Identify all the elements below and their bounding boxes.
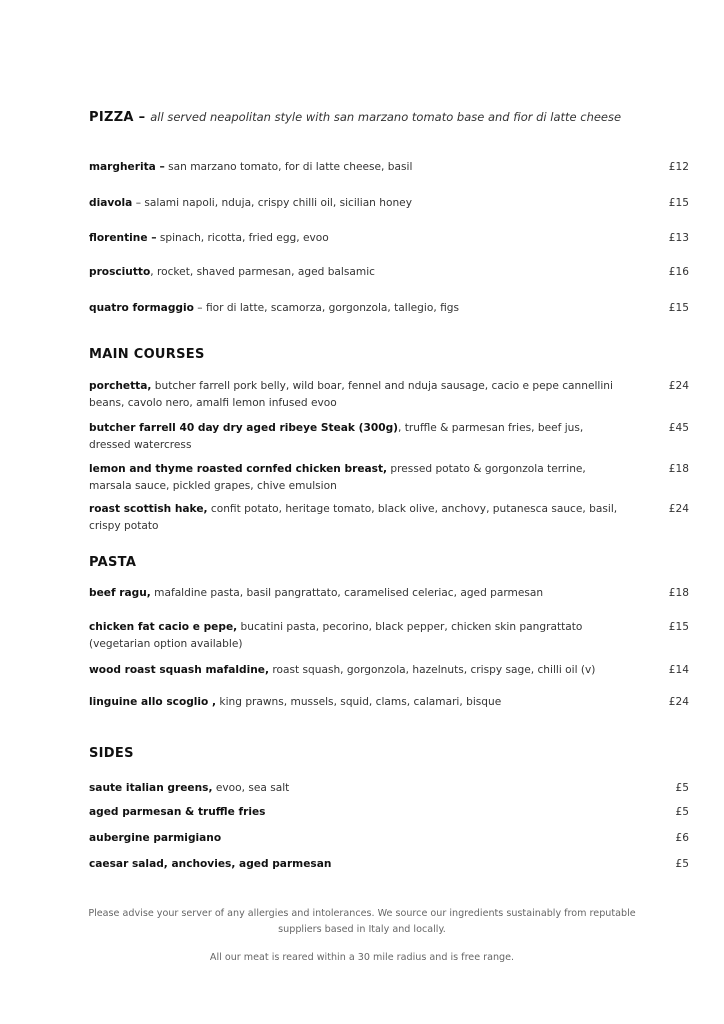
menu-item [89, 264, 689, 281]
item-name: florentine – [89, 232, 157, 244]
meat-notice: All our meat is reared within a 30 mile radius and is free range. [209, 952, 515, 963]
item-price: £18 [668, 463, 689, 475]
item-name: diavola [89, 197, 133, 209]
menu-item [89, 420, 689, 454]
menu-item [89, 501, 689, 535]
item-description: san marzano tomato, for di latte cheese, basil [164, 161, 413, 173]
item-price: £24 [668, 380, 689, 392]
menu-item [89, 662, 689, 679]
menu-item [89, 856, 689, 873]
item-description: , truffle & parmesan fries, beef jus, dressed watercress [89, 422, 584, 451]
item-name: roast scottish hake, [89, 503, 208, 515]
item-description: , rocket, shaved parmesan, aged balsamic [150, 266, 375, 278]
item-name: lemon and thyme roasted cornfed chicken breast, [89, 463, 388, 475]
menu-item [89, 780, 689, 797]
item-price: £16 [668, 266, 689, 278]
item-name: quatro formaggio [89, 302, 194, 314]
item-name: aubergine parmigiano [89, 832, 222, 844]
item-name: caesar salad, anchovies, aged parmesan [89, 858, 332, 870]
item-price: £45 [668, 422, 689, 434]
item-price: £14 [668, 664, 689, 676]
menu-item [89, 804, 689, 821]
pasta-section-header: PASTA [89, 555, 137, 570]
item-description: roast squash, gorgonzola, hazelnuts, crispy sage, chilli oil (v) [268, 664, 596, 676]
item-name: butcher farrell 40 day dry aged ribeye Steak (300g) [89, 422, 399, 434]
item-price: £24 [668, 503, 689, 515]
item-price: £24 [668, 696, 689, 708]
item-description: bucatini pasta, pecorino, black pepper, chicken skin pangrattato (vegetarian option available) [89, 621, 583, 650]
item-name: linguine allo scoglio , [89, 696, 217, 708]
item-description: – fior di latte, scamorza, gorgonzola, tallegio, figs [193, 302, 459, 314]
menu-item [89, 195, 689, 212]
item-price: £15 [668, 621, 689, 633]
item-price: £15 [668, 197, 689, 209]
item-description: evoo, sea salt [212, 782, 290, 794]
menu-item [89, 300, 689, 317]
menu-item [89, 619, 689, 653]
menu-item [89, 230, 689, 247]
menu-item [89, 461, 689, 495]
sides-section-header: SIDES [89, 746, 134, 761]
item-description: confit potato, heritage tomato, black olive, anchovy, putanesca sauce, basil, crispy potato [89, 503, 618, 532]
item-name: saute italian greens, [89, 782, 213, 794]
item-description: spinach, ricotta, fried egg, evoo [156, 232, 329, 244]
item-description: – salami napoli, nduja, crispy chilli oil, sicilian honey [132, 197, 412, 209]
item-description: pressed potato & gorgonzola terrine, marsala sauce, pickled grapes, chive emulsion [89, 463, 586, 492]
item-name: aged parmesan & truffle fries [89, 806, 266, 818]
item-price: £13 [668, 232, 689, 244]
menu-item [89, 378, 689, 412]
menu-item [89, 585, 689, 602]
item-price: £5 [675, 858, 689, 870]
item-price: £15 [668, 302, 689, 314]
item-price: £18 [668, 587, 689, 599]
item-name: beef ragu, [89, 587, 151, 599]
allergy-notice: Please advise your server of any allergies and intolerances. We source our ingredients sustainably from reputable suppliers based in Italy and locally. [88, 908, 636, 935]
menu-item [89, 830, 689, 847]
item-price: £12 [668, 161, 689, 173]
menu-item [89, 694, 689, 711]
section-title: PIZZA [89, 110, 134, 125]
item-name: margherita – [89, 161, 165, 173]
item-name: chicken fat cacio e pepe, [89, 621, 238, 633]
item-name: porchetta, [89, 380, 152, 392]
mains-section-header: MAIN COURSES [89, 347, 205, 362]
item-name: prosciutto [89, 266, 151, 278]
item-description: king prawns, mussels, squid, clams, calamari, bisque [216, 696, 502, 708]
item-price: £6 [675, 832, 689, 844]
item-description: mafaldine pasta, basil pangrattato, caramelised celeriac, aged parmesan [150, 587, 544, 599]
item-description: butcher farrell pork belly, wild boar, fennel and nduja sausage, cacio e pepe cannellini beans, cavolo nero, amalfi lemon infused evoo [89, 380, 613, 409]
section-subtitle: all served neapolitan style with san marzano tomato base and fior di latte cheese [150, 110, 622, 124]
item-price: £5 [675, 782, 689, 794]
pizza-section-header: PIZZA – all served neapolitan style with san marzano tomato base and fior di latte cheese [89, 110, 622, 125]
menu-item [89, 159, 689, 176]
item-name: wood roast squash mafaldine, [89, 664, 269, 676]
item-price: £5 [675, 806, 689, 818]
